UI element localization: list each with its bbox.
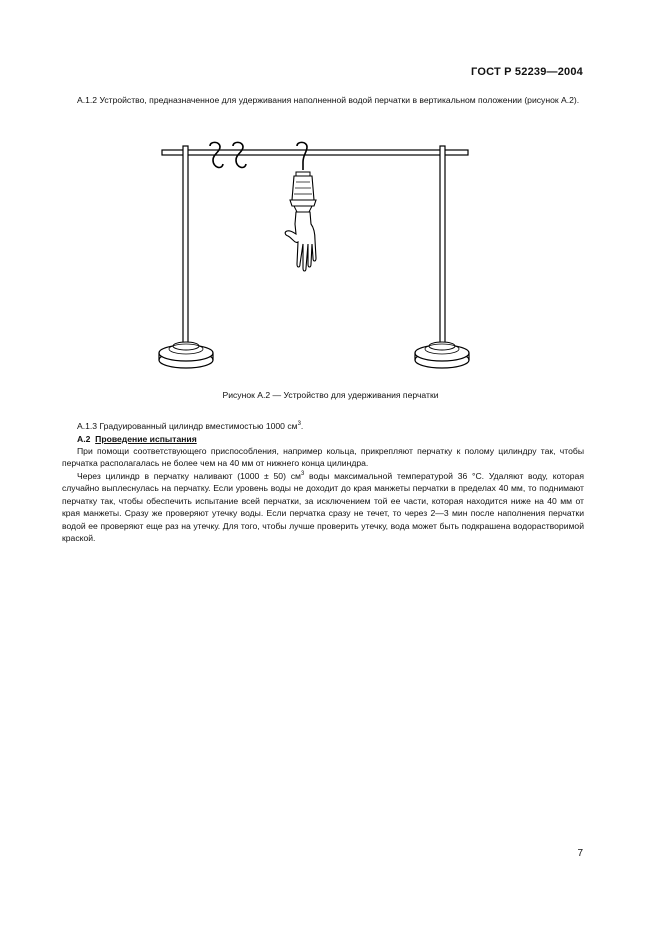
paragraph-a13 (62, 420, 584, 432)
section-number: А.2 (77, 434, 91, 444)
document-code: ГОСТ Р 52239—2004 (471, 66, 583, 78)
paragraph-body-2 (62, 470, 584, 544)
glove (285, 212, 316, 271)
body-2-exponent: 3 (300, 471, 305, 478)
body-2-rest: воды максимальной температурой 36 °С. Удаляют воду, которая случайно выплеснулась на перчатку. Если уровень воды не доходит до края манжеты перчатки в пределах 40 мм, то поднимают перчатку так, чтобы обеспечить испытание всей перчатки, за исключением той ее части, которая находится ниже на 40 мм от края манжеты. Сразу же проверяют утечку воды. Если перчатка сразу не течет, то через 2—3 мин после наполнения перчатки водой ее проверяют еще раз на утечку. Для того, чтобы лучше проверить утечку, вода может быть подкрашена водорастворимой краской. (62, 471, 584, 544)
figure-caption: Рисунок А.2 — Устройство для удерживания перчатки (222, 390, 439, 400)
a13-text: А.1.3 Градуированный цилиндр вместимостью 1000 см (77, 421, 298, 431)
a13-exponent: 3 (297, 421, 301, 428)
body-2-start: Через цилиндр в перчатку наливают (1000 ± 50) см (77, 471, 301, 481)
paragraph-body-1: При помощи соответствующего приспособления, например кольца, прикрепляют перчатку к полому цилиндру так, чтобы перчатка располагалась не более чем на 40 мм от нижнего конца цилиндра. (62, 446, 584, 469)
glove-holder-figure (150, 140, 480, 375)
section-heading (62, 433, 584, 445)
cylinder (290, 172, 316, 212)
right-base (415, 342, 469, 368)
right-post (440, 146, 445, 346)
left-post (183, 146, 188, 346)
section-title: Проведение испытания (95, 434, 197, 444)
page-number: 7 (577, 848, 583, 859)
glove-hook (297, 142, 307, 170)
a13-end: . (300, 421, 304, 431)
left-base (159, 342, 213, 368)
crossbar (162, 150, 468, 155)
paragraph-a12: А.1.2 Устройство, предназначенное для удерживания наполненной водой перчатки в вертикальном положении (рисунок А.2). (77, 95, 580, 105)
